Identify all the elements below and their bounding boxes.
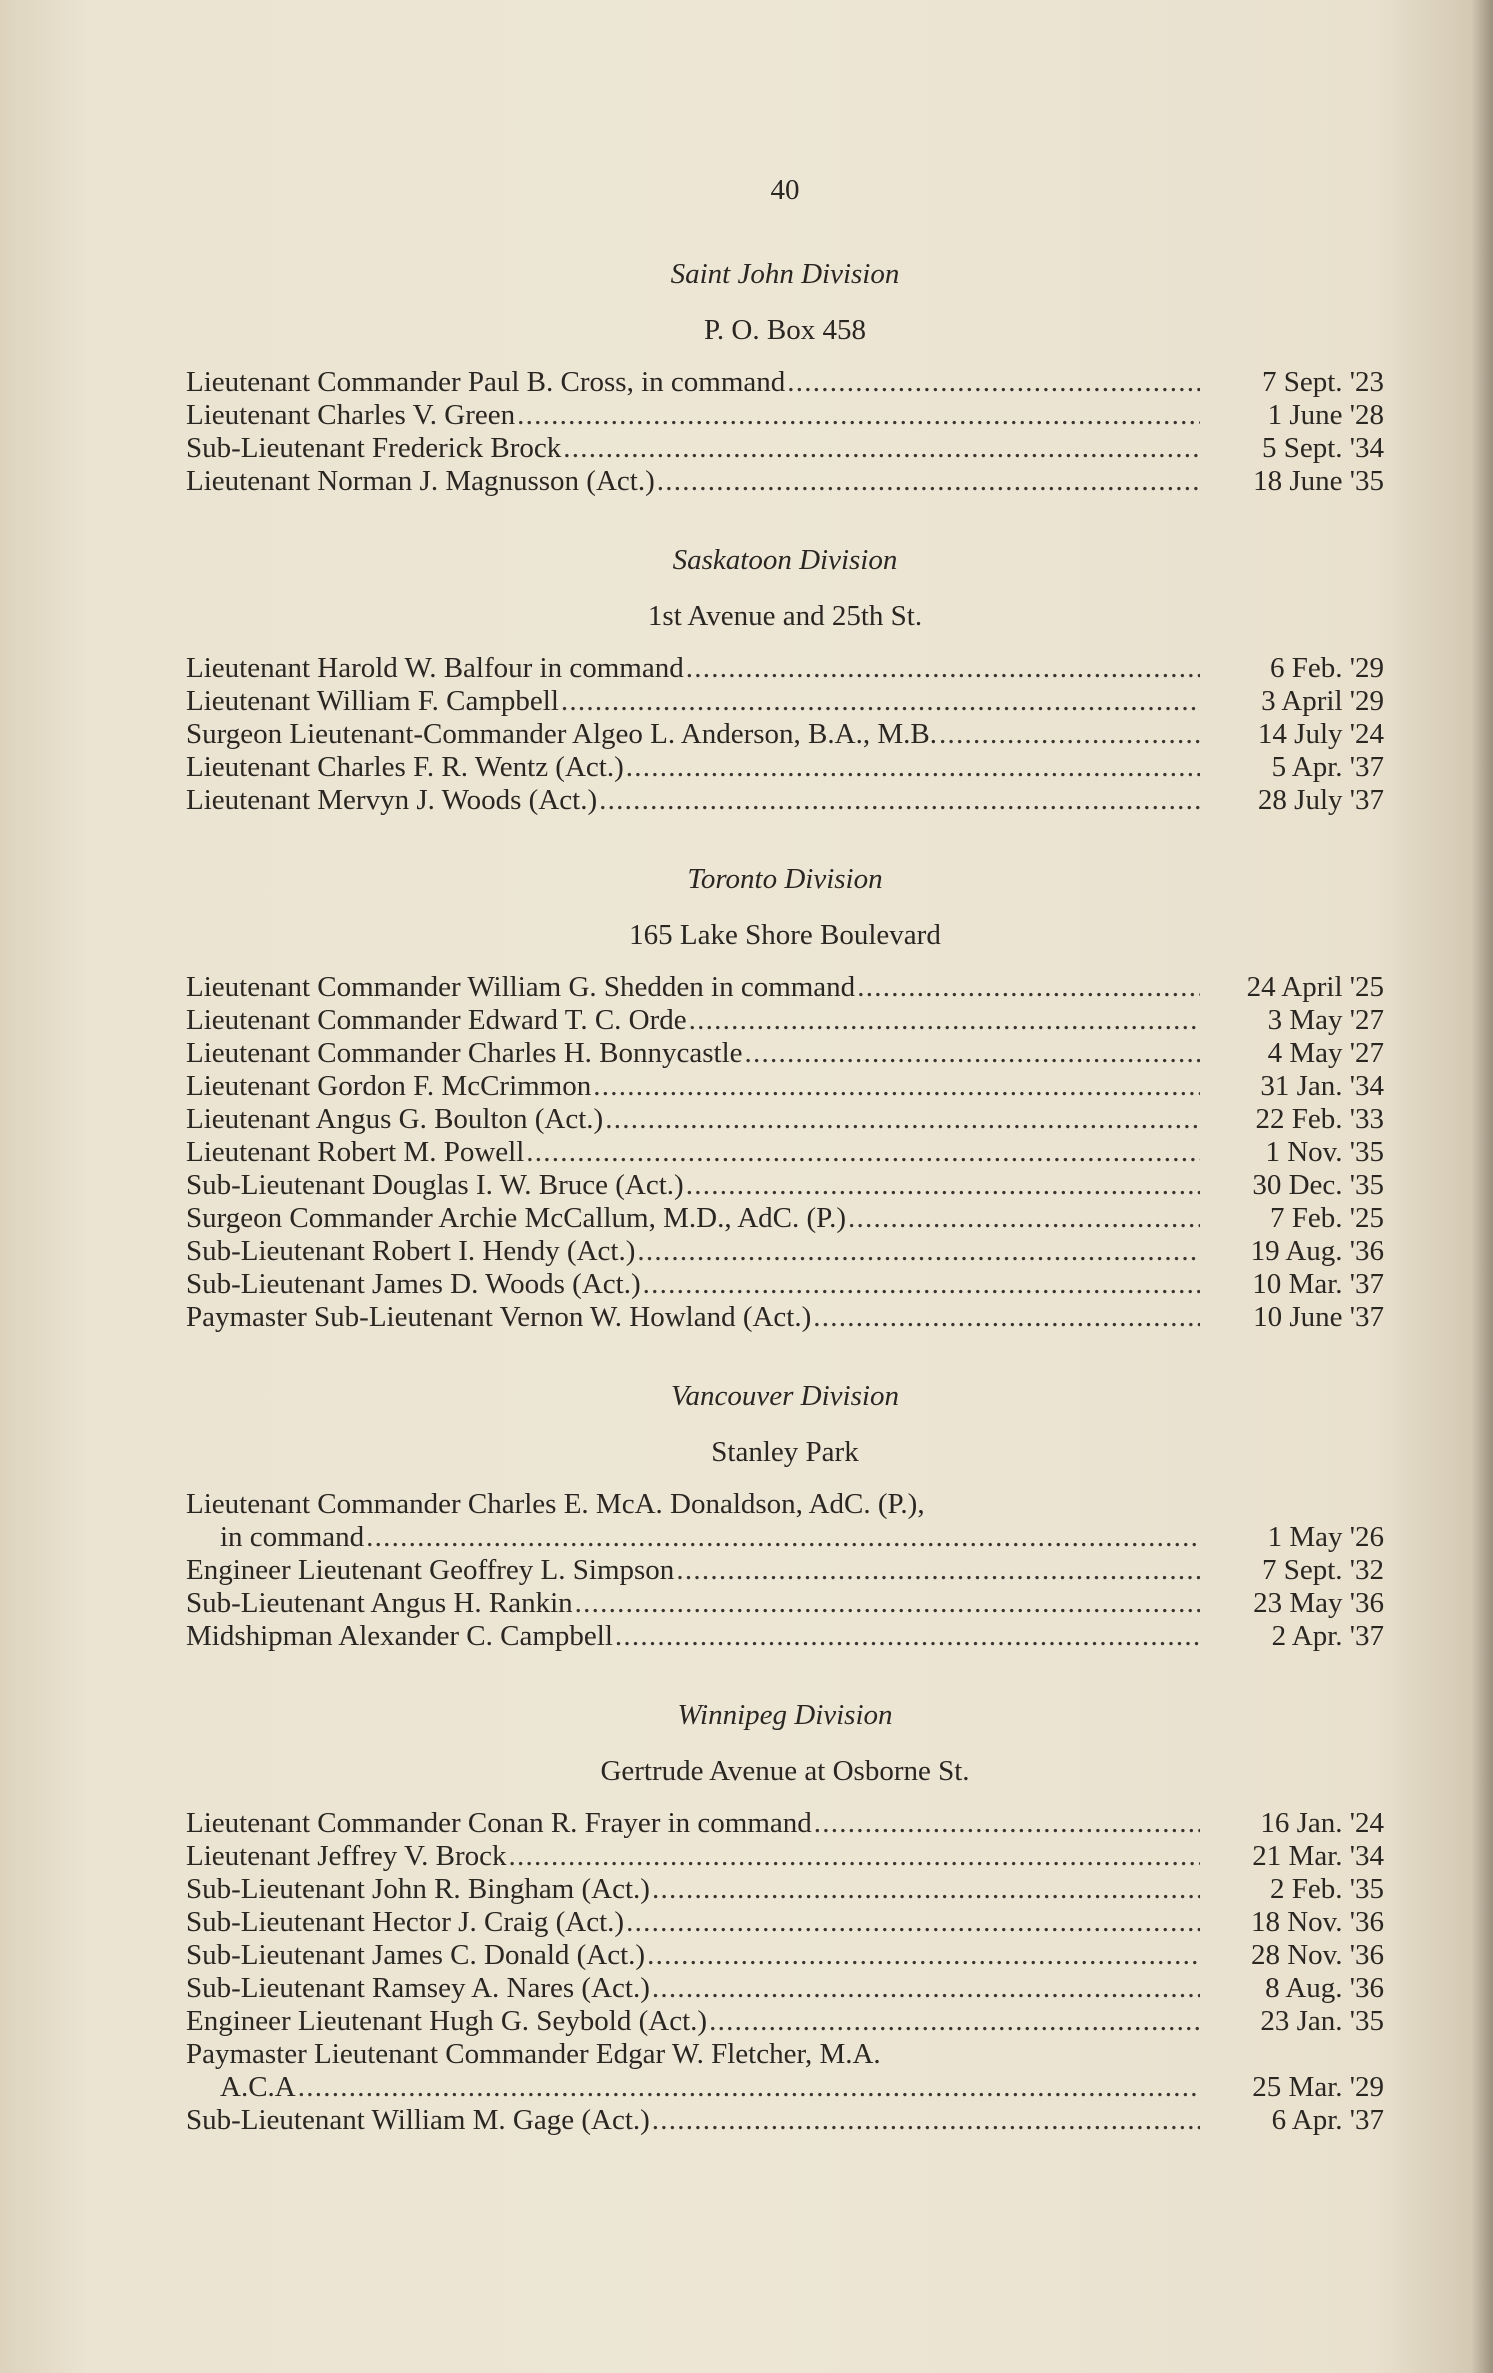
appointment-date: 10 Mar. '37 [1252,1268,1384,1300]
division-name: Saskatoon Division [672,544,898,576]
appointment-date: 25 Mar. '29 [1252,2071,1384,2103]
officer-entry [186,399,1384,432]
officer-entry [186,685,1384,718]
officer-entry [186,366,1384,399]
dot-leader [366,1521,1200,1554]
page-content [186,168,1384,2137]
division-address: P. O. Box 458 [704,314,866,346]
dot-leader [689,1004,1200,1037]
dot-leader [657,465,1200,498]
division-address: 1st Avenue and 25th St. [647,600,923,632]
appointment-date: 7 Sept. '32 [1261,1554,1384,1586]
division-section [186,252,1384,498]
officer-entry [186,2005,1384,2038]
division-name: Winnipeg Division [677,1699,893,1731]
officer-name: Lieutenant Commander Charles H. Bonnycastle [186,1037,743,1069]
appointment-date: 3 April '29 [1261,685,1384,717]
officer-name: Lieutenant Mervyn J. Woods (Act.) [186,784,598,816]
officer-entry [186,2104,1384,2137]
appointment-date: 1 May '26 [1267,1521,1384,1553]
officer-entry [186,1103,1384,1136]
officer-name: Sub-Lieutenant Douglas I. W. Bruce (Act.) [186,1169,684,1201]
officer-name: Sub-Lieutenant John R. Bingham (Act.) [186,1873,650,1905]
division-name: Vancouver Division [671,1380,899,1412]
appointment-date: 2 Apr. '37 [1271,1620,1384,1652]
officer-entry [186,1037,1384,1070]
dot-leader [813,1301,1200,1334]
officer-entry [186,1488,1384,1521]
appointment-date: 19 Aug. '36 [1250,1235,1384,1267]
officer-name: Lieutenant Commander Edward T. C. Orde [186,1004,687,1036]
dot-leader [599,784,1200,817]
officer-entry [186,971,1384,1004]
appointment-date: 5 Apr. '37 [1271,751,1384,783]
officer-entry-continuation [186,1521,1384,1554]
dot-leader [686,652,1200,685]
officer-name: Surgeon Commander Archie McCallum, M.D., AdC. (P.) [186,1202,846,1234]
appointment-date: 6 Apr. '37 [1271,2104,1384,2136]
officer-entry [186,2038,1384,2071]
division-address: 165 Lake Shore Boulevard [629,919,941,951]
officer-entry [186,751,1384,784]
officer-entry-continuation [186,2071,1384,2104]
appointment-date: 4 May '27 [1267,1037,1384,1069]
officer-name: Lieutenant Harold W. Balfour in command [186,652,684,684]
officer-entry [186,1268,1384,1301]
dot-leader [626,751,1200,784]
dot-leader [575,1587,1200,1620]
officer-list [186,366,1384,498]
appointment-date: 1 June '28 [1267,399,1384,431]
officer-name: Lieutenant Angus G. Boulton (Act.) [186,1103,604,1135]
dot-leader [709,2005,1200,2038]
officer-name: Surgeon Lieutenant-Commander Algeo L. Anderson, B.A., M.B. [186,718,937,750]
officer-entry [186,1620,1384,1653]
officer-entry [186,1235,1384,1268]
officer-entry [186,1939,1384,1972]
dot-leader [561,685,1200,718]
division-section [186,1374,1384,1653]
dot-leader [637,1235,1200,1268]
officer-name: Sub-Lieutenant Angus H. Rankin [186,1587,573,1619]
division-section [186,538,1384,817]
dot-leader [605,1103,1200,1136]
officer-name: Lieutenant Commander Charles E. McA. Donaldson, AdC. (P.), [186,1488,925,1520]
officer-name: Lieutenant Robert M. Powell [186,1136,525,1168]
appointment-date: 23 Jan. '35 [1260,2005,1384,2037]
officer-name: Sub-Lieutenant Hector J. Craig (Act.) [186,1906,625,1938]
dot-leader [939,718,1200,751]
appointment-date: 23 May '36 [1253,1587,1384,1619]
dot-leader [563,432,1200,465]
appointment-date: 3 May '27 [1267,1004,1384,1036]
officer-name: Midshipman Alexander C. Campbell [186,1620,613,1652]
officer-list [186,652,1384,817]
officer-entry [186,1587,1384,1620]
appointment-date: 16 Jan. '24 [1260,1807,1384,1839]
officer-list [186,971,1384,1334]
appointment-date: 5 Sept. '34 [1261,432,1384,464]
officer-name: Engineer Lieutenant Hugh G. Seybold (Act.) [186,2005,708,2037]
officer-entry [186,1070,1384,1103]
dot-leader [676,1554,1200,1587]
dot-leader [615,1620,1200,1653]
officer-entry [186,1004,1384,1037]
appointment-date: 24 April '25 [1246,971,1384,1003]
appointment-date: 18 June '35 [1253,465,1384,497]
officer-entry [186,1906,1384,1939]
division-address: Stanley Park [711,1436,859,1468]
officer-name: Lieutenant Charles F. R. Wentz (Act.) [186,751,624,783]
dot-leader [686,1169,1200,1202]
officer-name: Sub-Lieutenant Ramsey A. Nares (Act.) [186,1972,650,2004]
appointment-date: 2 Feb. '35 [1270,1873,1384,1905]
officer-name-continuation: A.C.A [220,2071,296,2103]
division-name: Saint John Division [670,258,900,290]
dot-leader [517,399,1200,432]
officer-name: Lieutenant William F. Campbell [186,685,559,717]
appointment-date: 18 Nov. '36 [1250,1906,1384,1938]
officer-entry [186,1807,1384,1840]
officer-name: Lieutenant Norman J. Magnusson (Act.) [186,465,655,497]
dot-leader [652,1972,1200,2005]
appointment-date: 31 Jan. '34 [1260,1070,1384,1102]
officer-name: Lieutenant Commander William G. Shedden in command [186,971,856,1003]
appointment-date: 22 Feb. '33 [1255,1103,1384,1135]
appointment-date: 1 Nov. '35 [1265,1136,1384,1168]
appointment-date: 28 July '37 [1257,784,1384,816]
dot-leader [652,1873,1200,1906]
officer-entry [186,1202,1384,1235]
officer-entry [186,718,1384,751]
book-spine-shadow [1471,0,1493,2373]
officer-entry [186,1136,1384,1169]
dot-leader [593,1070,1200,1103]
appointment-date: 21 Mar. '34 [1252,1840,1384,1872]
officer-entry [186,784,1384,817]
officer-entry [186,652,1384,685]
officer-name: Lieutenant Jeffrey V. Brock [186,1840,507,1872]
officer-entry [186,432,1384,465]
dot-leader [787,366,1200,399]
officer-name: Lieutenant Gordon F. McCrimmon [186,1070,592,1102]
division-address: Gertrude Avenue at Osborne St. [600,1755,970,1787]
page-number: 40 [770,174,800,206]
officer-name: Sub-Lieutenant James D. Woods (Act.) [186,1268,641,1300]
dot-leader [526,1136,1200,1169]
dot-leader [509,1840,1200,1873]
officer-entry [186,465,1384,498]
dot-leader [814,1807,1200,1840]
division-section [186,857,1384,1334]
officer-name: Sub-Lieutenant Frederick Brock [186,432,562,464]
officer-name: Engineer Lieutenant Geoffrey L. Simpson [186,1554,675,1586]
officer-name: Paymaster Sub-Lieutenant Vernon W. Howland (Act.) [186,1301,812,1333]
appointment-date: 30 Dec. '35 [1252,1169,1384,1201]
appointment-date: 28 Nov. '36 [1250,1939,1384,1971]
officer-name: Lieutenant Commander Conan R. Frayer in command [186,1807,812,1839]
dot-leader [848,1202,1200,1235]
officer-list [186,1807,1384,2137]
officer-name: Sub-Lieutenant Robert I. Hendy (Act.) [186,1235,636,1267]
dot-leader [643,1268,1200,1301]
dot-leader [298,2071,1200,2104]
officer-entry [186,1972,1384,2005]
division-name: Toronto Division [687,863,883,895]
dot-leader [857,971,1200,1004]
dot-leader [745,1037,1201,1070]
officer-name: Lieutenant Charles V. Green [186,399,516,431]
appointment-date: 7 Sept. '23 [1261,366,1384,398]
officer-entry [186,1169,1384,1202]
officer-entry [186,1840,1384,1873]
dot-leader [626,1906,1200,1939]
dot-leader [647,1939,1200,1972]
divisions-list [186,252,1384,2137]
officer-entry [186,1873,1384,1906]
officer-name: Sub-Lieutenant James C. Donald (Act.) [186,1939,646,1971]
appointment-date: 14 July '24 [1257,718,1384,750]
officer-name-continuation: in command [220,1521,365,1553]
officer-list [186,1488,1384,1653]
appointment-date: 8 Aug. '36 [1265,1972,1384,2004]
officer-name: Sub-Lieutenant William M. Gage (Act.) [186,2104,650,2136]
division-section [186,1693,1384,2137]
officer-name: Lieutenant Commander Paul B. Cross, in command [186,366,786,398]
appointment-date: 7 Feb. '25 [1270,1202,1384,1234]
officer-name: Paymaster Lieutenant Commander Edgar W. Fletcher, M.A. [186,2038,881,2070]
officer-entry [186,1301,1384,1334]
appointment-date: 10 June '37 [1253,1301,1384,1333]
officer-entry [186,1554,1384,1587]
dot-leader [652,2104,1200,2137]
appointment-date: 6 Feb. '29 [1270,652,1384,684]
